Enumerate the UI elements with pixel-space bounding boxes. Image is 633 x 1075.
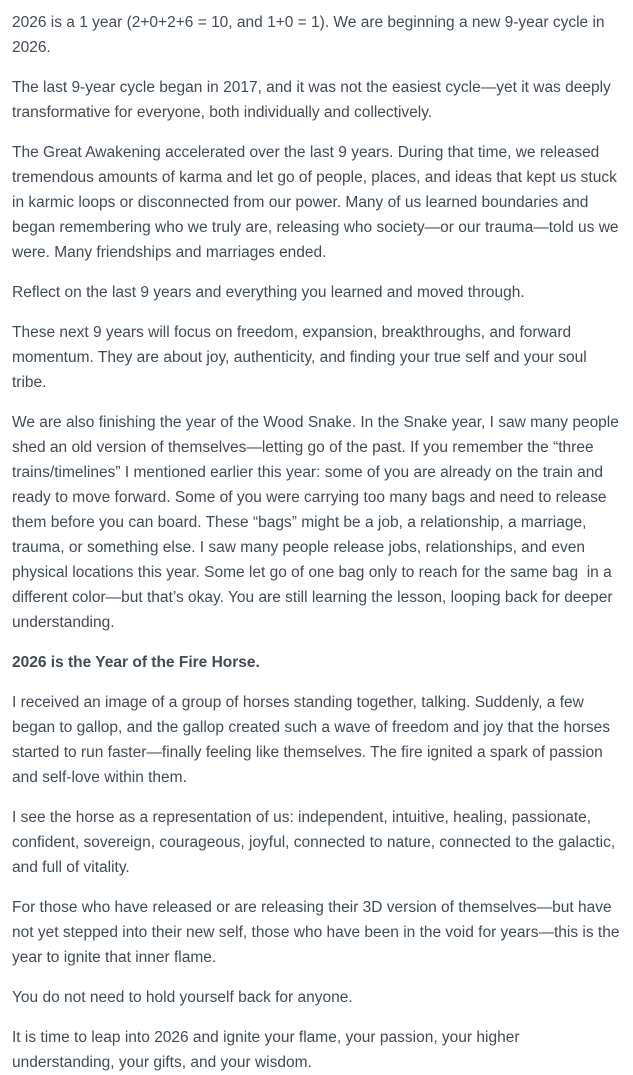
paragraph: The last 9-year cycle began in 2017, and it was not the easiest cycle—yet it was deeply transformative for everyone, both individually and collectively. bbox=[12, 79, 616, 121]
paragraph: I see the horse as a representation of us: independent, intuitive, healing, passionate, confident, sovereign, courageous, joyful, connected to nature, connected to the galactic, and full of vitality. bbox=[12, 809, 620, 876]
paragraph-list bbox=[12, 10, 624, 1075]
paragraph: For those who have released or are releasing their 3D version of themselves—but have not yet stepped into their new self, those who have been in the void for years—this is the year to ignite that inner flame. bbox=[12, 899, 624, 966]
paragraph: You do not need to hold yourself back for anyone. bbox=[12, 989, 353, 1006]
paragraph: The Great Awakening accelerated over the last 9 years. During that time, we released tremendous amounts of karma and let go of people, places, and ideas that kept us stuck in karmic loops or disconnected from our power. Many of us learned boundaries and began remembering who we truly are, releasing who society—or our trauma—told us we were. Many friendships and marriages ended. bbox=[12, 144, 623, 261]
article-body bbox=[12, 10, 624, 1075]
paragraph: It is time to leap into 2026 and ignite your flame, your passion, your higher understanding, your gifts, and your wisdom. bbox=[12, 1029, 524, 1071]
paragraph: We are also finishing the year of the Wood Snake. In the Snake year, I saw many people shed an old version of themselves—letting go of the past. If you remember the “three trains/timelines” I mentioned earlier this year: some of you are already on the train and ready to move forward. Some of you were carrying too many bags and need to release them before you can board. These “bags” might be a job, a relationship, a marriage, trauma, or something else. I saw many people release jobs, relationships, and even physical locations this year. Some let go of one bag only to reach for the same bag in a different color—but that’s okay. You are still learning the lesson, looping back for deeper understanding. bbox=[12, 414, 624, 631]
paragraph: I received an image of a group of horses standing together, talking. Suddenly, a few began to gallop, and the gallop created such a wave of freedom and joy that the horses started to run faster—finally feeling like themselves. The fire ignited a spark of passion and self-love within them. bbox=[12, 694, 615, 786]
section-heading: 2026 is the Year of the Fire Horse. bbox=[12, 654, 260, 671]
paragraph: Reflect on the last 9 years and everything you learned and moved through. bbox=[12, 284, 525, 301]
paragraph: 2026 is a 1 year (2+0+2+6 = 10, and 1+0 = 1). We are beginning a new 9-year cycle in 2026. bbox=[12, 14, 609, 56]
paragraph: These next 9 years will focus on freedom, expansion, breakthroughs, and forward momentum. They are about joy, authenticity, and finding your true self and your soul tribe. bbox=[12, 324, 591, 391]
